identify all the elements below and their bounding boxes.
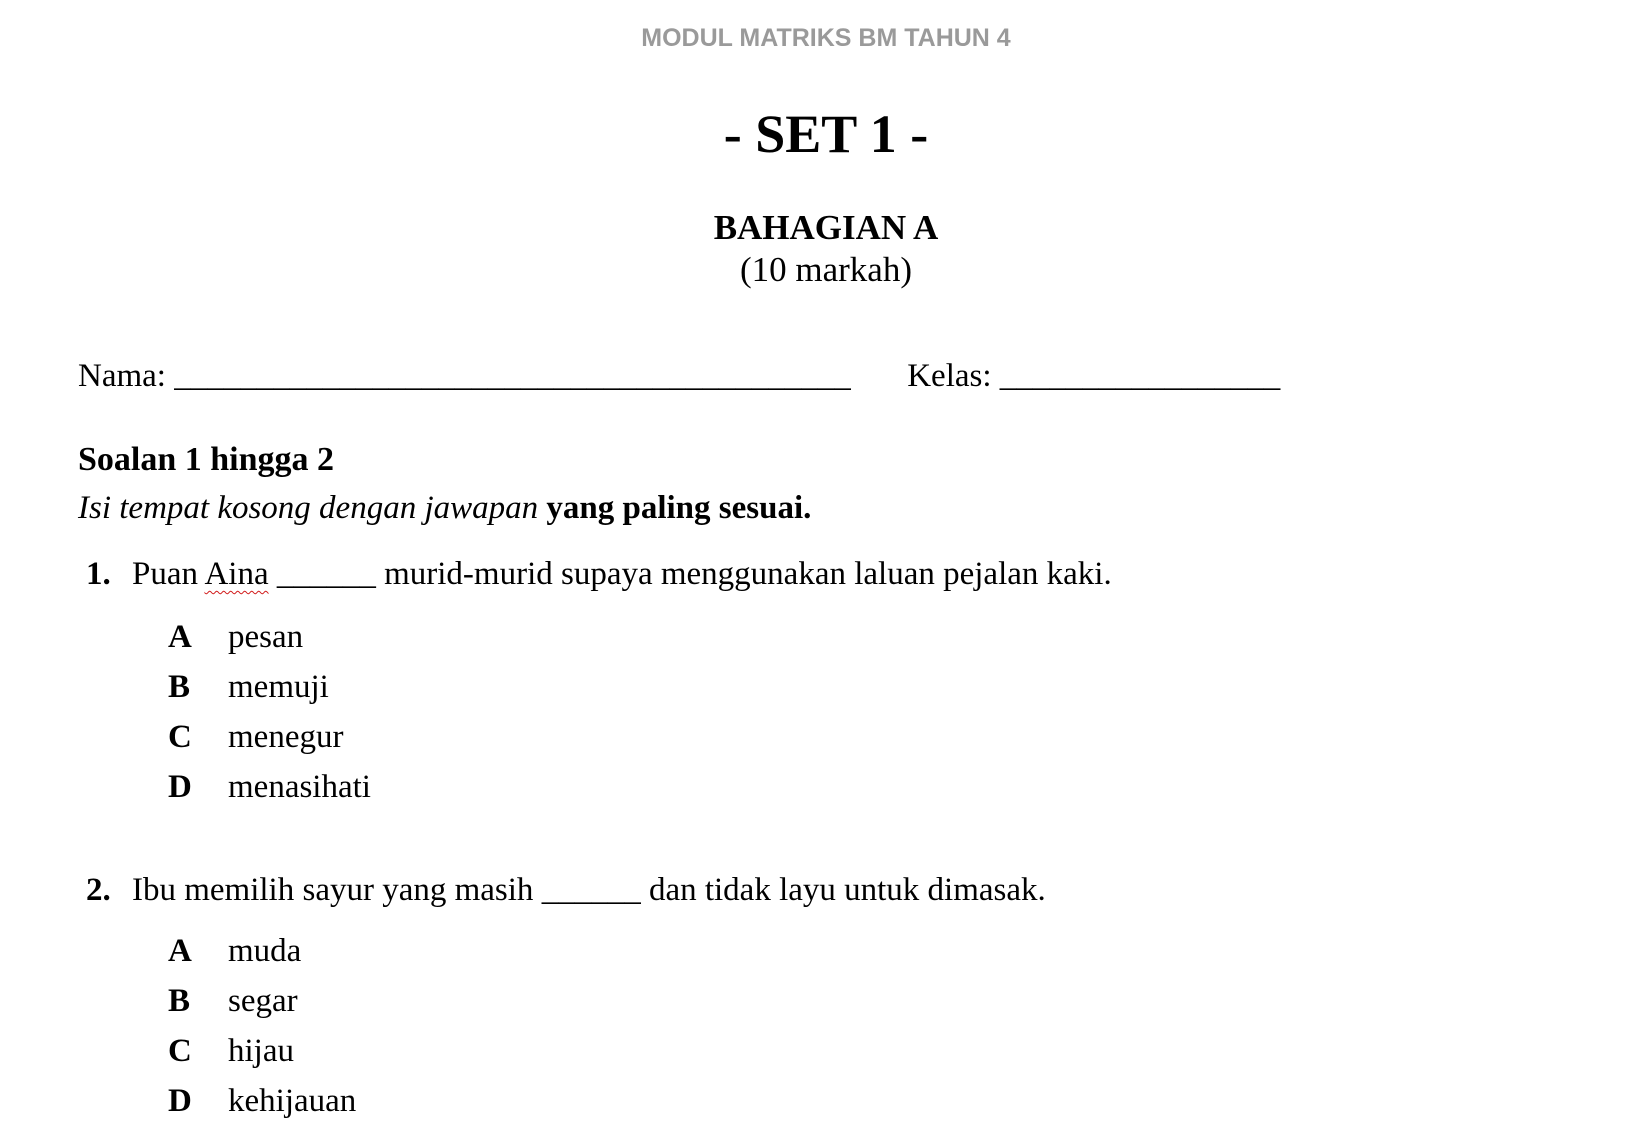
question-1-options <box>168 612 371 812</box>
option-letter: C <box>168 719 192 755</box>
section-marks: (10 markah) <box>739 250 912 289</box>
instructions-italic: Isi tempat kosong dengan jawapan <box>78 490 547 526</box>
instructions-bold: yang paling sesuai. <box>546 490 812 526</box>
option-letter: D <box>168 1083 192 1119</box>
set-title: - SET 1 - <box>723 104 929 164</box>
option-text: pesan <box>228 619 304 655</box>
question-number: 1. <box>86 556 111 592</box>
question-1 <box>86 554 1112 594</box>
option-b[interactable] <box>168 662 371 712</box>
name-blank: _________________________________________ <box>174 358 851 394</box>
section-title: BAHAGIAN A <box>713 208 939 247</box>
option-text: menasihati <box>228 769 371 805</box>
option-d[interactable] <box>168 1076 356 1126</box>
option-letter: B <box>168 669 191 705</box>
name-label: Nama: <box>78 358 166 394</box>
question-number: 2. <box>86 872 111 908</box>
answer-blank: ______ <box>533 872 649 908</box>
answer-blank: ______ <box>268 556 385 592</box>
option-a[interactable] <box>168 612 371 662</box>
student-info-row <box>78 356 1280 396</box>
option-d[interactable] <box>168 762 371 812</box>
question-text-after: murid-murid supaya menggunakan laluan pejalan kaki. <box>384 556 1112 592</box>
spellcheck-word: Aina <box>204 556 269 592</box>
option-b[interactable] <box>168 976 356 1026</box>
option-letter: D <box>168 769 192 805</box>
page-header: MODUL MATRIKS BM TAHUN 4 <box>641 24 1011 52</box>
option-c[interactable] <box>168 712 371 762</box>
option-text: muda <box>228 933 302 969</box>
option-letter: B <box>168 983 191 1019</box>
option-letter: A <box>168 933 192 969</box>
option-a[interactable] <box>168 926 356 976</box>
option-text: menegur <box>228 719 344 755</box>
option-text: segar <box>228 983 298 1019</box>
question-text-before: Puan <box>132 556 205 592</box>
instructions-title: Soalan 1 hingga 2 <box>78 441 335 478</box>
option-text: kehijauan <box>228 1083 357 1119</box>
option-text: hijau <box>228 1033 294 1069</box>
question-2 <box>86 870 1046 910</box>
class-blank: _________________ <box>999 358 1281 394</box>
option-text: memuji <box>228 669 329 705</box>
question-text-after: dan tidak layu untuk dimasak. <box>648 872 1046 908</box>
instructions-text <box>78 488 811 528</box>
option-letter: A <box>168 619 192 655</box>
question-2-options <box>168 926 356 1126</box>
question-text-before: Ibu memilih sayur yang masih <box>132 872 534 908</box>
class-label: Kelas: <box>907 358 992 394</box>
option-letter: C <box>168 1033 192 1069</box>
option-c[interactable] <box>168 1026 356 1076</box>
